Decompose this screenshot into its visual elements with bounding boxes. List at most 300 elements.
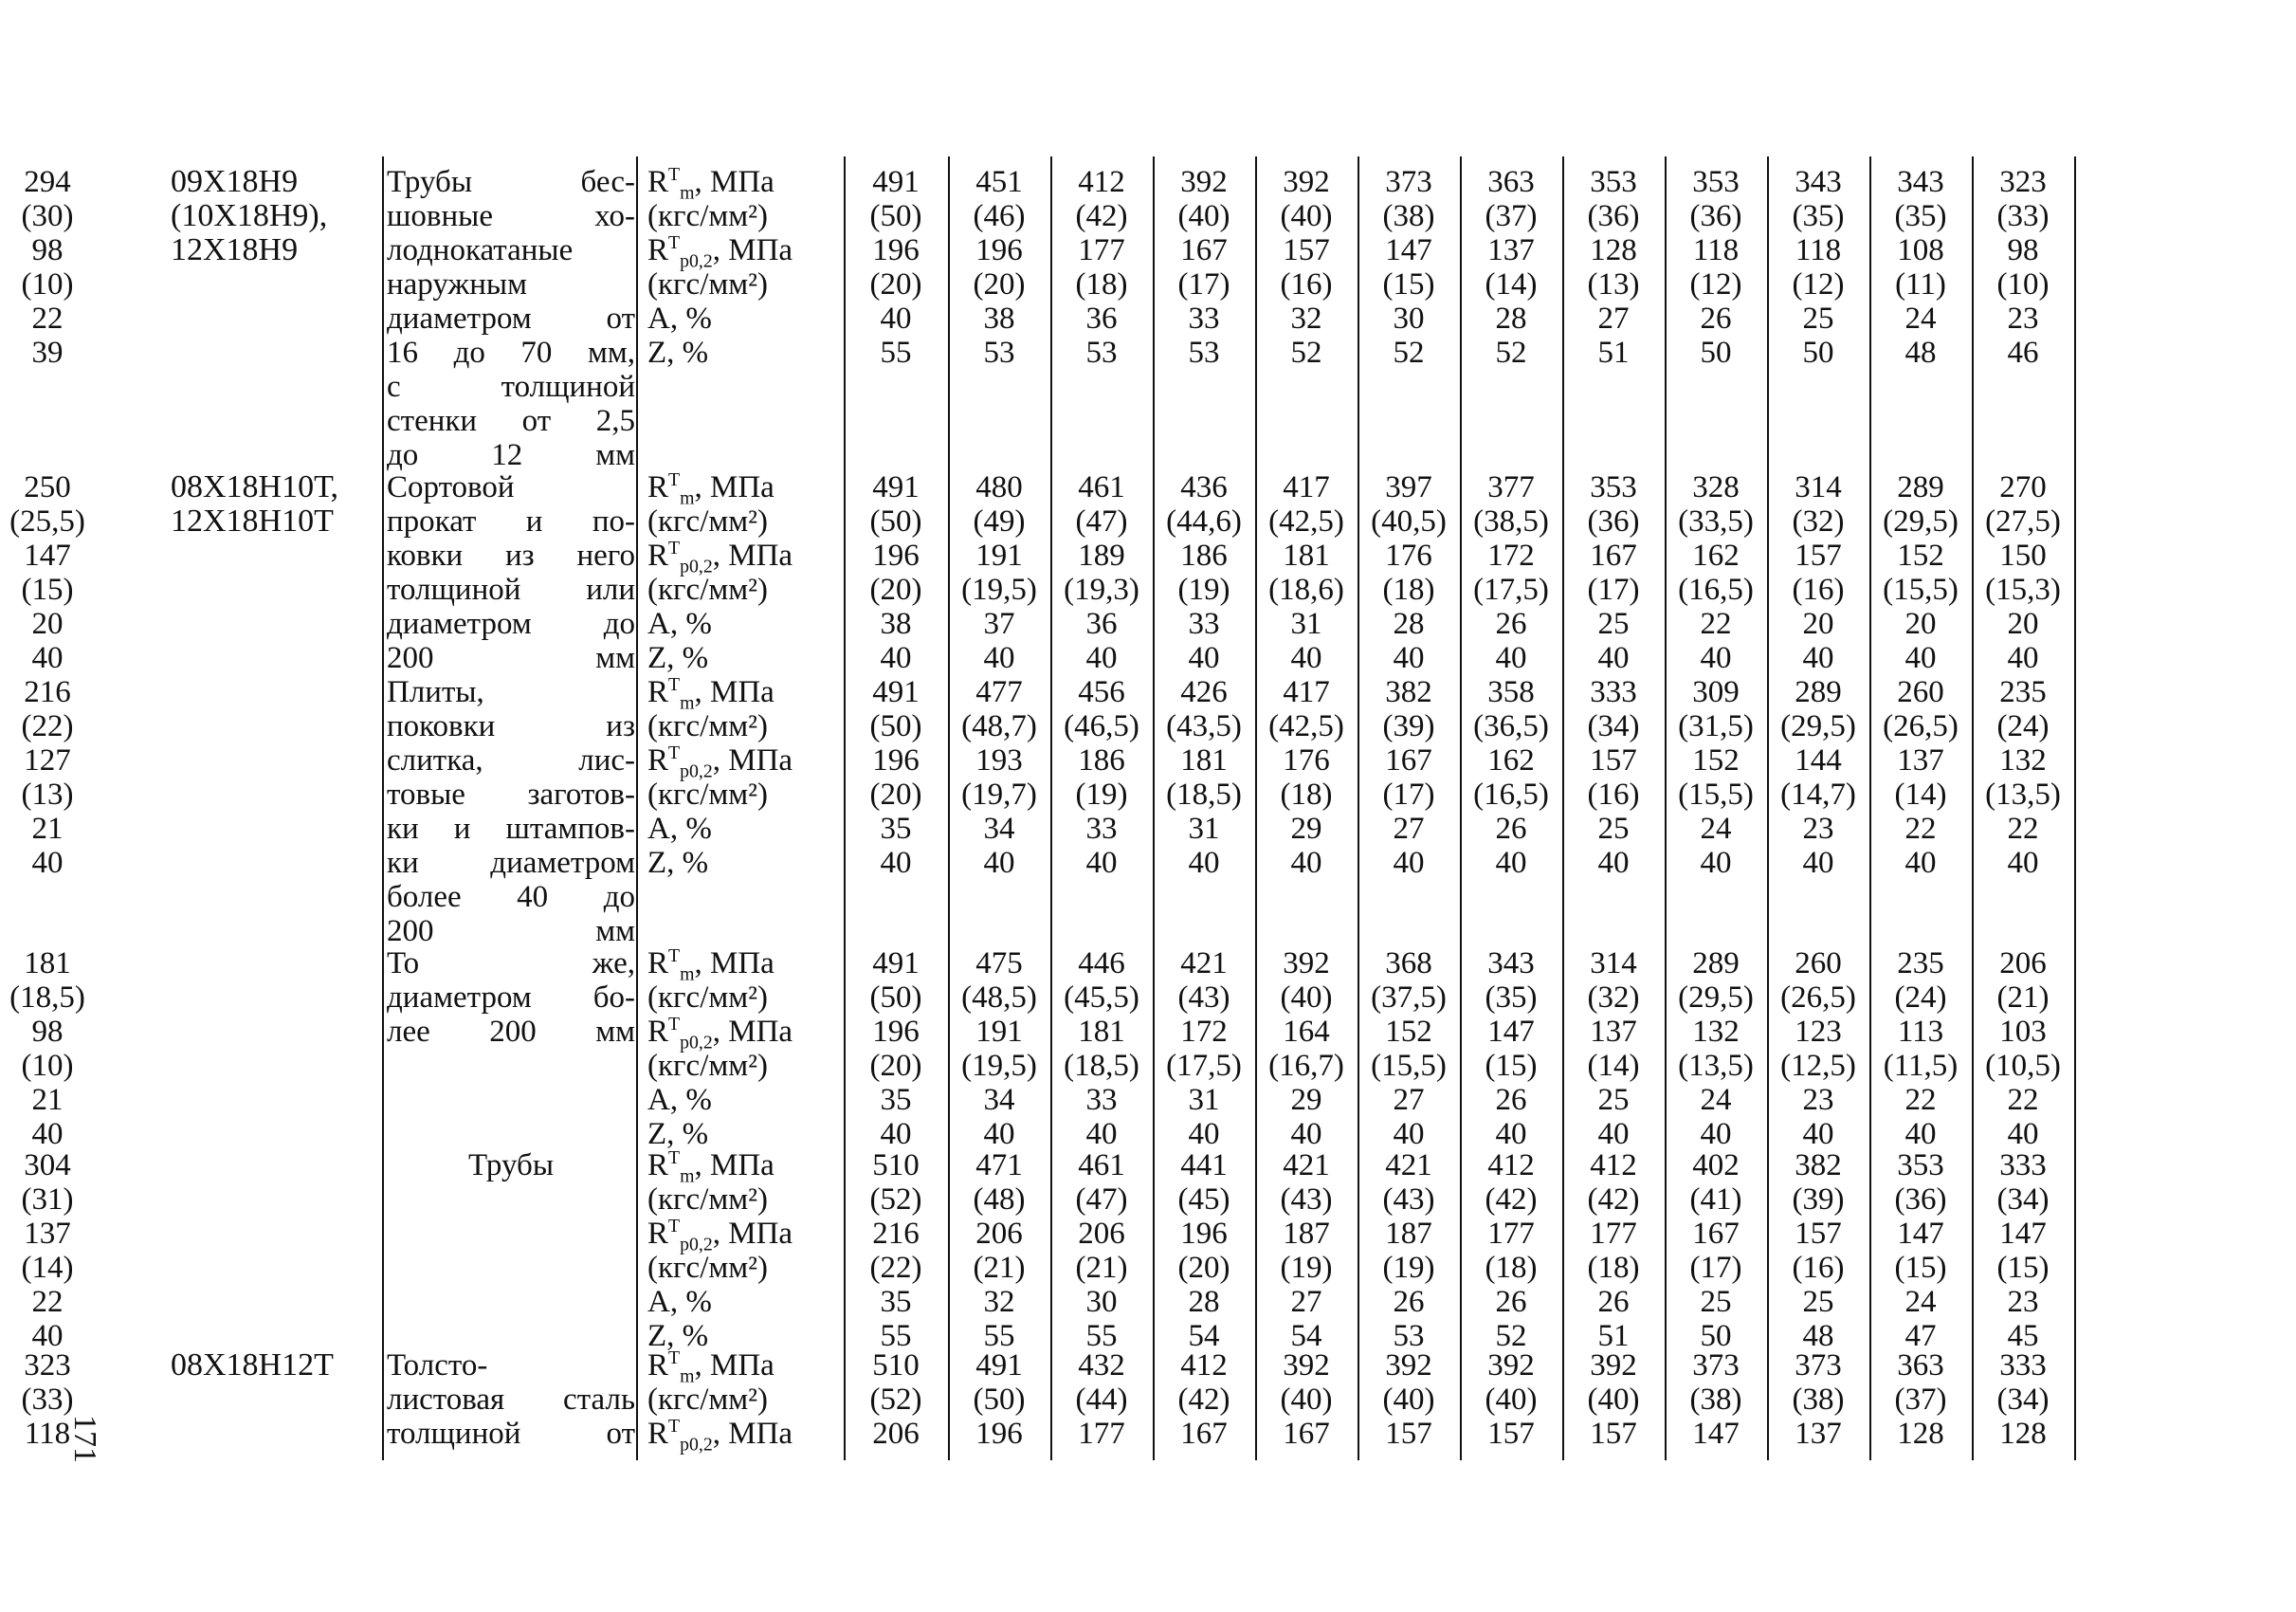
table-cell: 289: [1795, 675, 1842, 709]
column-rule: [1153, 156, 1155, 1460]
table-cell: (40): [1280, 1383, 1333, 1417]
table-cell: 29: [1290, 812, 1322, 846]
table-cell: 323: [24, 1348, 71, 1383]
table-cell: (34): [1587, 709, 1640, 743]
table-cell: 22: [1904, 1083, 1937, 1117]
table-cell: 55: [880, 1319, 912, 1353]
table-cell: 26: [1700, 302, 1732, 336]
table-cell: 382: [1385, 675, 1432, 709]
table-cell: 40: [1904, 641, 1937, 675]
table-cell: 176: [1385, 539, 1432, 573]
table-cell: (42,5): [1268, 709, 1344, 743]
table-cell: 377: [1487, 470, 1535, 504]
table-cell: (15,5): [1371, 1049, 1447, 1083]
table-cell: 353: [1897, 1148, 1944, 1182]
table-cell: 144: [1795, 743, 1842, 778]
table-cell: 20: [2007, 607, 2039, 641]
table-cell: (14,7): [1780, 778, 1856, 812]
table-cell: 26: [1495, 1083, 1527, 1117]
table-cell: 475: [975, 946, 1023, 980]
property-label: (кгс/мм²): [647, 709, 769, 743]
table-cell: 368: [1385, 946, 1432, 980]
table-cell: 304: [24, 1148, 71, 1182]
table-cell: 40: [1802, 846, 1834, 880]
table-cell: 40: [1188, 1117, 1220, 1151]
table-cell: 176: [1283, 743, 1330, 778]
table-cell: 426: [1180, 675, 1228, 709]
table-cell: (49): [973, 504, 1026, 539]
table-cell: 353: [1590, 470, 1637, 504]
table-cell: 27: [1290, 1285, 1322, 1319]
table-cell: 40: [31, 641, 64, 675]
table-cell: 50: [1700, 1319, 1732, 1353]
property-label: (кгс/мм²): [647, 504, 769, 539]
table-cell: 23: [1802, 1083, 1834, 1117]
table-cell: 31: [1188, 812, 1220, 846]
table-cell: 421: [1385, 1148, 1432, 1182]
steel-grade: 08Х18Н12Т: [171, 1347, 334, 1383]
table-cell: 40: [2007, 846, 2039, 880]
table-cell: 40: [1597, 1117, 1630, 1151]
table-cell: (40): [1280, 199, 1333, 233]
table-cell: (12): [1792, 267, 1845, 302]
table-cell: 187: [1283, 1217, 1330, 1251]
page-number: 171: [67, 1415, 102, 1463]
table-cell: 23: [1802, 812, 1834, 846]
table-cell: (43): [1280, 1182, 1333, 1217]
table-cell: 51: [1597, 336, 1630, 370]
table-cell: (14): [1894, 778, 1947, 812]
table-cell: 103: [1999, 1015, 2047, 1049]
table-cell: (19): [1382, 1251, 1435, 1285]
table-cell: (42): [1075, 199, 1128, 233]
table-cell: 20: [31, 607, 64, 641]
table-cell: 328: [1692, 470, 1740, 504]
table-cell: 392: [1283, 165, 1330, 199]
table-cell: (43): [1382, 1182, 1435, 1217]
table-cell: 23: [2007, 302, 2039, 336]
product-description: Плиты, поковки из слитка, лис- товые заготов- ки и штампов- ки диаметром более 40 до 200 мм: [387, 675, 635, 948]
table-cell: 164: [1283, 1015, 1330, 1049]
table-cell: 150: [1999, 539, 2047, 573]
table-cell: 24: [1904, 1285, 1937, 1319]
table-cell: (32): [1792, 504, 1845, 539]
table-cell: (45): [1177, 1182, 1230, 1217]
table-cell: 206: [872, 1417, 920, 1451]
table-cell: 40: [1904, 846, 1937, 880]
table-cell: (14): [1485, 267, 1538, 302]
table-cell: (15): [1996, 1251, 2050, 1285]
table-cell: (16,5): [1473, 778, 1549, 812]
table-cell: 412: [1590, 1148, 1637, 1182]
property-label: (кгс/мм²): [647, 778, 769, 812]
table-cell: (33,5): [1678, 504, 1754, 539]
table-cell: 157: [1795, 539, 1842, 573]
table-cell: 412: [1078, 165, 1125, 199]
property-label: $R^T_m$, МПа: [647, 164, 774, 204]
table-cell: 157: [1795, 1217, 1842, 1251]
property-label: (кгс/мм²): [647, 1049, 769, 1083]
table-cell: (50): [869, 709, 922, 743]
table-cell: 147: [1385, 233, 1432, 267]
column-rule: [636, 156, 638, 1460]
table-cell: 26: [1393, 1285, 1425, 1319]
table-cell: 191: [975, 539, 1023, 573]
table-cell: 128: [1999, 1417, 2047, 1451]
table-cell: 412: [1487, 1148, 1535, 1182]
table-cell: 40: [1700, 846, 1732, 880]
table-cell: 108: [1897, 233, 1944, 267]
table-cell: 152: [1692, 743, 1740, 778]
table-cell: 206: [1078, 1217, 1125, 1251]
table-cell: 35: [880, 812, 912, 846]
table-cell: 480: [975, 470, 1023, 504]
column-rule: [1869, 156, 1871, 1460]
table-cell: 54: [1188, 1319, 1220, 1353]
table-cell: (30): [21, 199, 74, 233]
table-cell: (20): [973, 267, 1026, 302]
table-cell: 26: [1495, 1285, 1527, 1319]
table-cell: 35: [880, 1285, 912, 1319]
table-cell: (25,5): [9, 504, 85, 539]
table-cell: 40: [1393, 846, 1425, 880]
table-cell: (47): [1075, 504, 1128, 539]
table-cell: 40: [1085, 846, 1118, 880]
table-cell: (16,7): [1268, 1049, 1344, 1083]
table-cell: 48: [1904, 336, 1937, 370]
table-cell: 55: [880, 336, 912, 370]
table-cell: 127: [24, 743, 71, 778]
table-cell: 196: [872, 233, 920, 267]
table-cell: 30: [1085, 1285, 1118, 1319]
table-cell: 27: [1393, 1083, 1425, 1117]
table-cell: 40: [1188, 846, 1220, 880]
table-cell: 25: [1700, 1285, 1732, 1319]
table-cell: (19): [1075, 778, 1128, 812]
table-cell: 446: [1078, 946, 1125, 980]
table-cell: (22): [869, 1251, 922, 1285]
property-label: $R^T_{p0,2}$, МПа: [647, 1216, 793, 1255]
table-cell: 22: [2007, 812, 2039, 846]
property-label: (кгс/мм²): [647, 267, 769, 302]
table-cell: (36): [1894, 1182, 1947, 1217]
table-cell: 510: [872, 1148, 920, 1182]
table-cell: 471: [975, 1148, 1023, 1182]
table-cell: 40: [880, 1117, 912, 1151]
table-cell: 157: [1487, 1417, 1535, 1451]
table-cell: 123: [1795, 1015, 1842, 1049]
table-cell: (27,5): [1985, 504, 2061, 539]
table-cell: (37,5): [1371, 980, 1447, 1015]
table-cell: 113: [1897, 1015, 1944, 1049]
table-cell: 137: [1590, 1015, 1637, 1049]
table-cell: 24: [1700, 812, 1732, 846]
column-rule: [1460, 156, 1462, 1460]
table-cell: (16): [1792, 1251, 1845, 1285]
table-cell: 24: [1700, 1083, 1732, 1117]
table-cell: 118: [24, 1417, 71, 1451]
table-cell: 461: [1078, 1148, 1125, 1182]
table-cell: 392: [1283, 1348, 1330, 1383]
property-label: Z, %: [647, 336, 709, 370]
table-cell: (21): [973, 1251, 1026, 1285]
table-cell: (17): [1689, 1251, 1742, 1285]
table-cell: 30: [1393, 302, 1425, 336]
table-cell: (18): [1485, 1251, 1538, 1285]
property-label: $R^T_m$, МПа: [647, 674, 774, 714]
table-cell: (32): [1587, 980, 1640, 1015]
table-cell: 451: [975, 165, 1023, 199]
table-cell: (21): [1075, 1251, 1128, 1285]
table-cell: (19,5): [961, 1049, 1037, 1083]
property-label: $R^T_m$, МПа: [647, 1147, 774, 1187]
table-cell: 55: [983, 1319, 1015, 1353]
table-cell: (17): [1587, 573, 1640, 607]
table-cell: 40: [1802, 1117, 1834, 1151]
table-cell: 25: [1597, 607, 1630, 641]
table-cell: (24): [1996, 709, 2050, 743]
table-cell: 40: [1290, 846, 1322, 880]
table-cell: (22): [21, 709, 74, 743]
table-cell: (40): [1485, 1383, 1538, 1417]
table-cell: 343: [1487, 946, 1535, 980]
table-cell: 392: [1385, 1348, 1432, 1383]
table-cell: 167: [1283, 1417, 1330, 1451]
table-cell: 53: [1393, 1319, 1425, 1353]
table-cell: 40: [1290, 1117, 1322, 1151]
table-cell: (14): [1587, 1049, 1640, 1083]
table-cell: 193: [975, 743, 1023, 778]
column-rule: [1050, 156, 1052, 1460]
table-cell: 373: [1385, 165, 1432, 199]
table-cell: 196: [975, 233, 1023, 267]
table-cell: (40): [1280, 980, 1333, 1015]
property-label: $R^T_{p0,2}$, МПа: [647, 1416, 793, 1456]
table-cell: 172: [1487, 539, 1535, 573]
table-cell: 22: [2007, 1083, 2039, 1117]
table-cell: 21: [31, 812, 64, 846]
table-cell: (35): [1792, 199, 1845, 233]
table-cell: (17): [1177, 267, 1230, 302]
property-label: $R^T_{p0,2}$, МПа: [647, 232, 793, 272]
property-label: $R^T_{p0,2}$, МПа: [647, 742, 793, 782]
table-cell: (38): [1689, 1383, 1742, 1417]
table-cell: (50): [973, 1383, 1026, 1417]
table-cell: 53: [983, 336, 1015, 370]
table-cell: 177: [1078, 233, 1125, 267]
table-cell: (13): [1587, 267, 1640, 302]
table-cell: 34: [983, 1083, 1015, 1117]
table-cell: 50: [1700, 336, 1732, 370]
column-rule: [1358, 156, 1359, 1460]
steel-grade: 09Х18Н9 (10Х18Н9), 12Х18Н9: [171, 164, 328, 267]
table-cell: (13,5): [1985, 778, 2061, 812]
table-cell: 260: [1897, 675, 1944, 709]
table-cell: (45,5): [1064, 980, 1139, 1015]
table-cell: (20): [1177, 1251, 1230, 1285]
table-cell: (48,5): [961, 980, 1037, 1015]
table-cell: (19,3): [1064, 573, 1139, 607]
table-cell: 137: [24, 1217, 71, 1251]
table-cell: (31,5): [1678, 709, 1754, 743]
table-cell: (17): [1382, 778, 1435, 812]
table-cell: 40: [983, 641, 1015, 675]
table-cell: 289: [1692, 946, 1740, 980]
table-cell: (10): [21, 267, 74, 302]
table-cell: 53: [1188, 336, 1220, 370]
table-cell: 461: [1078, 470, 1125, 504]
table-cell: 40: [880, 641, 912, 675]
table-cell: 323: [1999, 165, 2047, 199]
table-cell: 36: [1085, 302, 1118, 336]
table-cell: (19): [1280, 1251, 1333, 1285]
table-cell: 206: [975, 1217, 1023, 1251]
table-cell: (19): [1177, 573, 1230, 607]
product-description: Сортовой прокат и по- ковки из него толщиной или диаметром до 200 мм: [387, 470, 635, 675]
table-cell: (46,5): [1064, 709, 1139, 743]
table-cell: 137: [1897, 743, 1944, 778]
table-cell: 196: [872, 539, 920, 573]
table-cell: 33: [1085, 812, 1118, 846]
table-cell: 441: [1180, 1148, 1228, 1182]
property-label: A, %: [647, 812, 712, 846]
table-cell: (42): [1587, 1182, 1640, 1217]
column-rule: [844, 156, 846, 1460]
table-cell: 20: [1904, 607, 1937, 641]
table-cell: 40: [1495, 1117, 1527, 1151]
column-rule: [1665, 156, 1667, 1460]
table-cell: (34): [1996, 1182, 2050, 1217]
table-cell: 38: [880, 607, 912, 641]
table-cell: (11): [1895, 267, 1946, 302]
table-cell: 373: [1692, 1348, 1740, 1383]
property-label: $R^T_{p0,2}$, МПа: [647, 538, 793, 577]
table-cell: 40: [880, 302, 912, 336]
table-cell: 491: [872, 470, 920, 504]
table-cell: 47: [1904, 1319, 1937, 1353]
property-label: A, %: [647, 1285, 712, 1319]
table-cell: (40): [1382, 1383, 1435, 1417]
table-cell: 196: [1180, 1217, 1228, 1251]
table-cell: 177: [1078, 1417, 1125, 1451]
table-cell: (19,5): [961, 573, 1037, 607]
table-cell: 181: [1283, 539, 1330, 573]
table-cell: 40: [1597, 846, 1630, 880]
table-cell: 40: [2007, 641, 2039, 675]
property-label: Z, %: [647, 1117, 709, 1151]
table-cell: 235: [1897, 946, 1944, 980]
property-label: Z, %: [647, 846, 709, 880]
table-cell: 177: [1487, 1217, 1535, 1251]
table-cell: 32: [983, 1285, 1015, 1319]
table-cell: 40: [983, 846, 1015, 880]
table-cell: 358: [1487, 675, 1535, 709]
table-cell: (36): [1689, 199, 1742, 233]
table-cell: (47): [1075, 1182, 1128, 1217]
table-cell: 26: [1597, 1285, 1630, 1319]
property-label: (кгс/мм²): [647, 980, 769, 1015]
table-cell: (38): [1792, 1383, 1845, 1417]
table-cell: 98: [31, 1015, 64, 1049]
table-cell: 21: [31, 1083, 64, 1117]
table-cell: (43,5): [1166, 709, 1242, 743]
table-cell: (39): [1382, 709, 1435, 743]
table-cell: 216: [24, 675, 71, 709]
product-description: Толсто- листовая сталь толщиной от: [387, 1348, 635, 1451]
column-rule: [382, 156, 384, 1460]
table-cell: 40: [1597, 641, 1630, 675]
table-cell: (26,5): [1780, 980, 1856, 1015]
table-cell: 491: [975, 1348, 1023, 1383]
table-cell: (31): [21, 1182, 74, 1217]
table-cell: (19,7): [961, 778, 1037, 812]
table-cell: (42): [1485, 1182, 1538, 1217]
column-rule: [1562, 156, 1564, 1460]
table-cell: 186: [1078, 743, 1125, 778]
table-cell: 52: [1290, 336, 1322, 370]
table-cell: 392: [1487, 1348, 1535, 1383]
table-cell: (52): [869, 1182, 922, 1217]
table-cell: 216: [872, 1217, 920, 1251]
table-cell: (42): [1177, 1383, 1230, 1417]
property-label: $R^T_m$, МПа: [647, 945, 774, 985]
table-cell: (20): [869, 267, 922, 302]
table-cell: 162: [1487, 743, 1535, 778]
table-cell: (15): [1382, 267, 1435, 302]
table-cell: 270: [1999, 470, 2047, 504]
table-cell: 491: [872, 165, 920, 199]
table-cell: (21): [1996, 980, 2050, 1015]
table-cell: (33): [1996, 199, 2050, 233]
table-cell: 132: [1692, 1015, 1740, 1049]
table-cell: (40): [1177, 199, 1230, 233]
table-cell: 40: [1495, 846, 1527, 880]
table-cell: 27: [1393, 812, 1425, 846]
table-cell: (29,5): [1883, 504, 1959, 539]
table-cell: 167: [1385, 743, 1432, 778]
table-cell: (13,5): [1678, 1049, 1754, 1083]
table-cell: 172: [1180, 1015, 1228, 1049]
table-cell: 40: [2007, 1117, 2039, 1151]
table-cell: 52: [1495, 1319, 1527, 1353]
table-cell: (16): [1280, 267, 1333, 302]
table-cell: 118: [1692, 233, 1740, 267]
table-cell: 167: [1590, 539, 1637, 573]
table-cell: (16): [1587, 778, 1640, 812]
table-cell: (18,5): [1166, 778, 1242, 812]
table-cell: 39: [31, 336, 64, 370]
table-cell: (44,6): [1166, 504, 1242, 539]
table-cell: 40: [1802, 641, 1834, 675]
table-cell: 23: [2007, 1285, 2039, 1319]
table-cell: (34): [1996, 1383, 2050, 1417]
table-cell: (42,5): [1268, 504, 1344, 539]
table-cell: (13): [21, 778, 74, 812]
table-cell: 206: [1999, 946, 2047, 980]
table-cell: 157: [1590, 743, 1637, 778]
table-cell: (40): [1587, 1383, 1640, 1417]
table-cell: (20): [869, 573, 922, 607]
table-cell: 40: [1393, 641, 1425, 675]
table-cell: 382: [1795, 1148, 1842, 1182]
table-cell: (16): [1792, 573, 1845, 607]
table-cell: (38,5): [1473, 504, 1549, 539]
table-cell: 128: [1897, 1417, 1944, 1451]
table-cell: 491: [872, 675, 920, 709]
table-cell: (33): [21, 1383, 74, 1417]
table-cell: 54: [1290, 1319, 1322, 1353]
table-cell: 52: [1393, 336, 1425, 370]
